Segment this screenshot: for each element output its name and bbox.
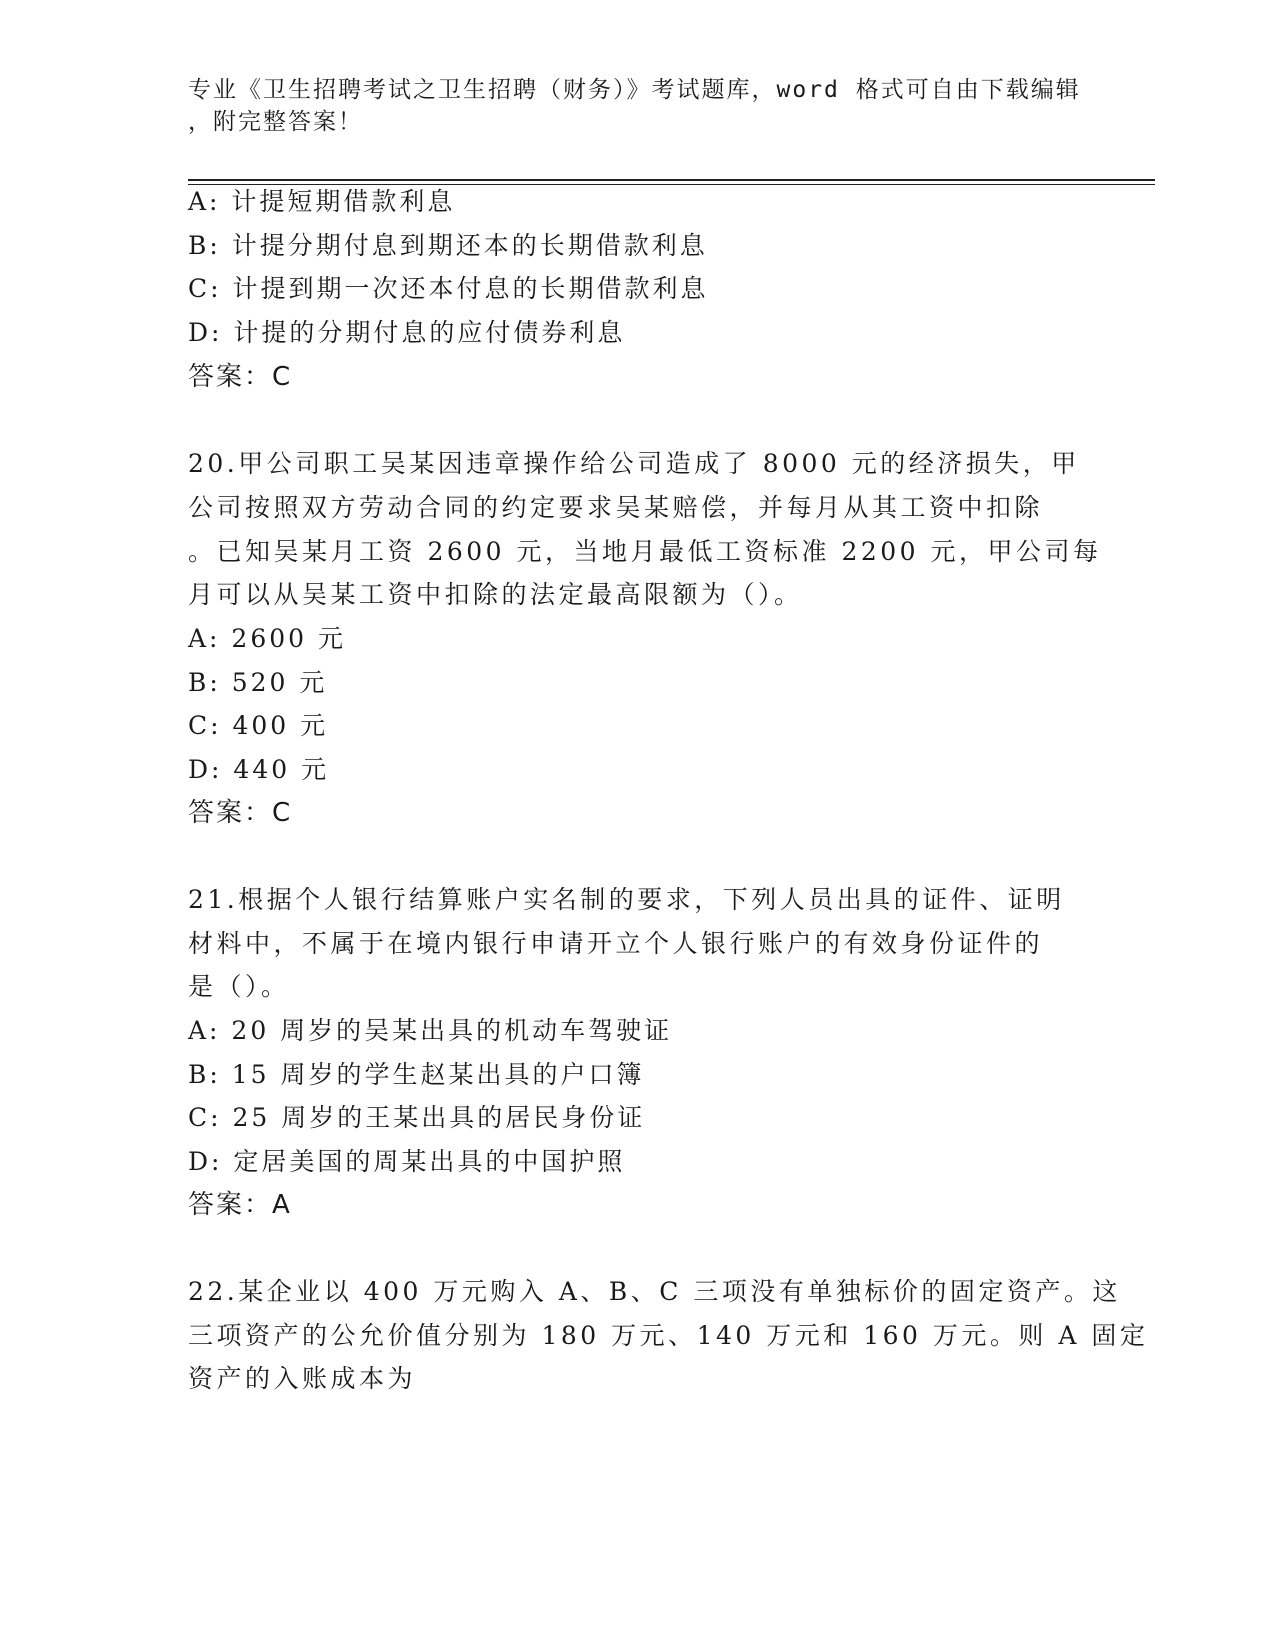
q20-option-c: C: 400 元: [188, 711, 329, 740]
document-header: [188, 74, 1088, 138]
q21-text-line-3: 是（）。: [188, 972, 290, 1001]
q21-answer: 答案：A: [188, 1190, 292, 1220]
q21-option-c: C: 25 周岁的王某出具的居民身份证: [188, 1103, 646, 1132]
q19-option-b: B: 计提分期付息到期还本的长期借款利息: [188, 231, 708, 260]
q21-text-line-1: 21.根据个人银行结算账户实名制的要求，下列人员出具的证件、证明: [188, 885, 1065, 914]
q20-option-a: A: 2600 元: [188, 624, 346, 653]
q19-option-d: D: 计提的分期付息的应付债券利息: [188, 318, 626, 347]
header-line-2: ，附完整答案！: [188, 109, 363, 135]
q20-text-line-1: 20.甲公司职工吴某因违章操作给公司造成了 8000 元的经济损失，甲: [188, 449, 1080, 478]
q20-option-b: B: 520 元: [188, 668, 328, 697]
q20-text-line-3: 。已知吴某月工资 2600 元，当地月最低工资标准 2200 元，甲公司每: [188, 537, 1102, 566]
header-line-1: 专业《卫生招聘考试之卫生招聘（财务）》考试题库，word 格式可自由下载编辑: [188, 77, 1081, 103]
q21-option-b: B: 15 周岁的学生赵某出具的户口簿: [188, 1060, 645, 1089]
q19-answer: 答案：C: [188, 362, 293, 392]
q22-text-line-3: 资产的入账成本为: [188, 1364, 417, 1393]
q20-option-d: D: 440 元: [188, 755, 330, 784]
q21-option-a: A: 20 周岁的吴某出具的机动车驾驶证: [188, 1016, 673, 1045]
q21-option-d: D: 定居美国的周某出具的中国护照: [188, 1147, 626, 1176]
q20-text-line-2: 公司按照双方劳动合同的约定要求吴某赔偿，并每月从其工资中扣除: [188, 493, 1044, 522]
q22-text-line-2: 三项资产的公允价值分别为 180 万元、140 万元和 160 万元。则 A 固定: [188, 1321, 1149, 1350]
q20-text-line-4: 月可以从吴某工资中扣除的法定最高限额为（）。: [188, 580, 803, 609]
q19-option-c: C: 计提到期一次还本付息的长期借款利息: [188, 274, 709, 303]
header-divider-thick: [188, 179, 1155, 181]
q19-option-a: A: 计提短期借款利息: [188, 187, 456, 216]
q22-text-line-1: 22.某企业以 400 万元购入 A、B、C 三项没有单独标价的固定资产。这: [188, 1277, 1121, 1306]
q20-answer: 答案：C: [188, 798, 293, 828]
q21-text-line-2: 材料中，不属于在境内银行申请开立个人银行账户的有效身份证件的: [188, 929, 1044, 958]
header-divider-thin: [188, 184, 1155, 185]
